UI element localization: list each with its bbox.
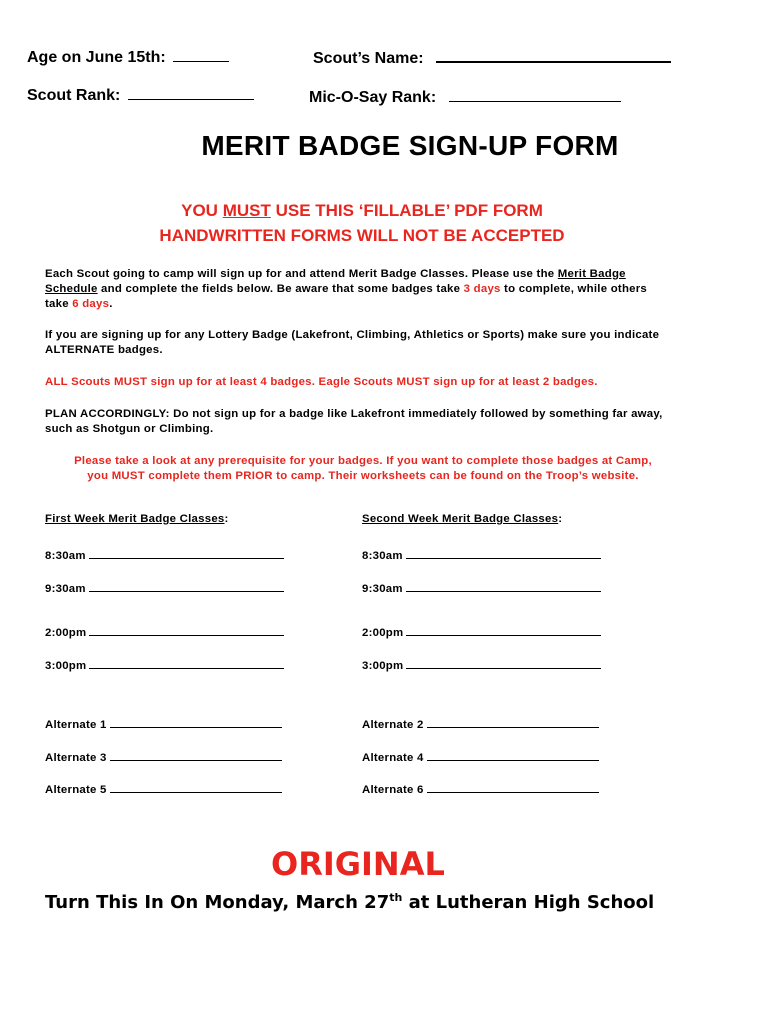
warning-line-2: HANDWRITTEN FORMS WILL NOT BE ACCEPTED [159, 226, 565, 245]
second-week-830-input[interactable] [406, 548, 601, 559]
mic-o-say-label: Mic-O-Say Rank: [309, 89, 437, 106]
scout-rank-input[interactable] [128, 89, 254, 100]
first-week-slot: 9:30am [45, 581, 284, 595]
first-week-slot: 3:00pm [45, 658, 284, 672]
alternate-slot: Alternate 4 [362, 750, 599, 764]
alternate-2-input[interactable] [427, 717, 599, 728]
scout-rank-row [27, 87, 254, 105]
second-week-930-input[interactable] [406, 581, 601, 592]
second-week-slot: 2:00pm [362, 625, 601, 639]
intro-paragraph: Each Scout going to camp will sign up for and attend Merit Badge Classes. Please use the Merit Badge Schedule and complete the fields below. Be aware that some badges take 3 days to complete, while others take 6 days. [45, 268, 647, 310]
alternate-slot: Alternate 3 [45, 750, 282, 764]
mic-o-say-row [309, 89, 621, 107]
warning-line-1: YOU MUST USE THIS ‘FILLABLE’ PDF FORM [181, 201, 543, 220]
alternate-slot: Alternate 5 [45, 782, 282, 796]
must-emphasis: MUST [222, 201, 271, 220]
second-week-300-input[interactable] [406, 658, 601, 669]
page-title: MERIT BADGE SIGN-UP FORM [201, 130, 619, 161]
age-input[interactable] [173, 51, 229, 62]
first-week-300-input[interactable] [89, 658, 284, 669]
plan-accordingly-note: PLAN ACCORDINGLY: Do not sign up for a badge like Lakefront immediately followed by something far away, such as Shotgun or Climbing. [45, 408, 663, 435]
alternate-slot: Alternate 1 [45, 717, 282, 731]
first-week-930-input[interactable] [89, 581, 284, 592]
alternate-slot: Alternate 2 [362, 717, 599, 731]
first-week-200-input[interactable] [89, 625, 284, 636]
scout-name-label: Scout’s Name: [313, 50, 424, 67]
scout-name-input[interactable] [436, 49, 671, 63]
fillable-warning [0, 198, 724, 248]
second-week-200-input[interactable] [406, 625, 601, 636]
six-days-highlight: 6 days [72, 298, 110, 310]
alternate-3-input[interactable] [110, 750, 282, 761]
first-week-heading: First Week Merit Badge Classes: [45, 513, 229, 525]
scout-name-row [313, 49, 671, 68]
second-week-slot: 9:30am [362, 581, 601, 595]
alternate-5-input[interactable] [110, 782, 282, 793]
first-week-830-input[interactable] [89, 548, 284, 559]
alternate-6-input[interactable] [427, 782, 599, 793]
merit-badge-schedule-link[interactable]: Merit Badge Schedule [45, 268, 626, 295]
first-week-slot: 8:30am [45, 548, 284, 562]
minimum-badges-note: ALL Scouts MUST sign up for at least 4 badges. Eagle Scouts MUST sign up for at least 2 badges. [45, 376, 598, 388]
second-week-heading: Second Week Merit Badge Classes: [362, 513, 563, 525]
age-label: Age on June 15th: [27, 49, 166, 66]
turn-in-instructions: Turn This In On Monday, March 27th at Lutheran High School [45, 891, 655, 913]
three-days-highlight: 3 days [463, 283, 501, 295]
second-week-slot: 3:00pm [362, 658, 601, 672]
mic-o-say-input[interactable] [449, 91, 621, 102]
scout-rank-label: Scout Rank: [27, 87, 121, 104]
lottery-badge-note: If you are signing up for any Lottery Badge (Lakefront, Climbing, Athletics or Sports) make sure you indicate ALTERNATE badges. [45, 329, 660, 356]
second-week-slot: 8:30am [362, 548, 601, 562]
first-week-slot: 2:00pm [45, 625, 284, 639]
alternate-1-input[interactable] [110, 717, 282, 728]
alternate-slot: Alternate 6 [362, 782, 599, 796]
original-stamp: ORIGINAL [271, 845, 445, 883]
alternate-4-input[interactable] [427, 750, 599, 761]
age-field-row [27, 49, 229, 67]
prerequisite-note: Please take a look at any prerequisite for your badges. If you want to complete those badges at Camp, you MUST complete them PRIOR to camp. Their worksheets can be found on the Troop’s website. [74, 455, 652, 482]
